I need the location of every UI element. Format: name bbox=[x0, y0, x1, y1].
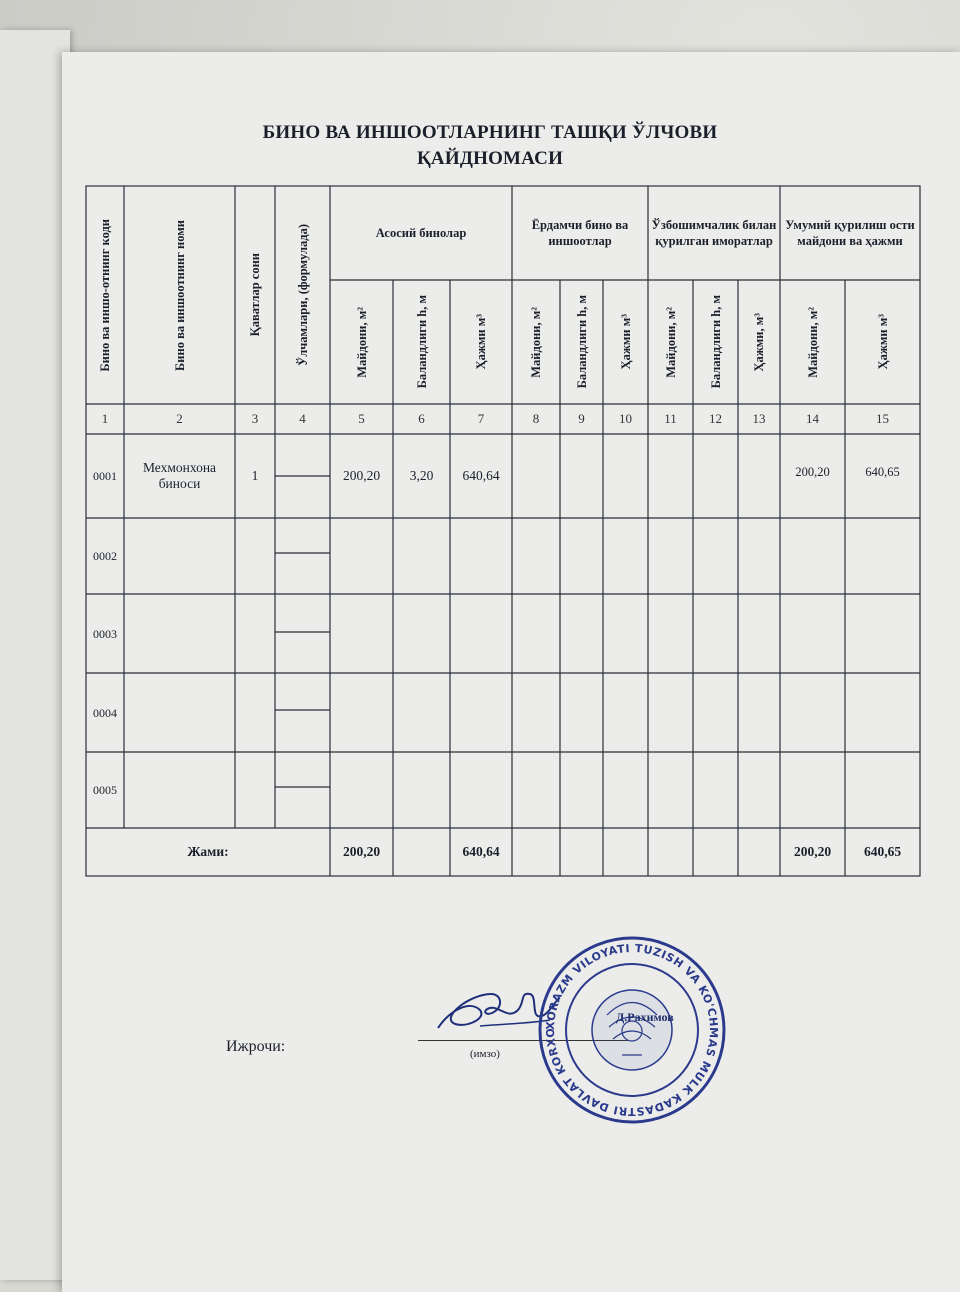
header-group-self-built: Ўзбошимчалик билан қурилган иморатлар bbox=[651, 218, 777, 248]
column-number: 10 bbox=[619, 411, 632, 426]
title-line-1: БИНО ВА ИНШООТЛАРНИНГ ТАШҚИ ЎЛЧОВИ bbox=[262, 122, 718, 143]
header-group-main: Асосий бинолар bbox=[375, 226, 467, 240]
header-name: Бино ва иншоотнинг номи bbox=[172, 219, 187, 371]
header-group-aux: Ёрдамчи бино ва иншоотлар bbox=[531, 218, 629, 248]
subheader-main-area: Майдони, м² bbox=[354, 306, 369, 378]
official-stamp bbox=[537, 935, 727, 1125]
totals-main-volume: 640,64 bbox=[462, 844, 500, 859]
column-number: 9 bbox=[578, 411, 585, 426]
subheader-self-height: Баландлиги h, м bbox=[708, 295, 723, 389]
subheader-self-volume: Ҳажми, м³ bbox=[752, 312, 766, 372]
totals-main-area: 200,20 bbox=[342, 844, 381, 859]
header-group-total: Умумий қурилиш ости майдони ва ҳажми bbox=[785, 218, 915, 248]
subheader-aux-area: Майдони, м² bbox=[529, 306, 543, 378]
column-number: 13 bbox=[752, 411, 766, 426]
subheader-main-volume: Ҳажми м³ bbox=[474, 314, 488, 370]
subheader-aux-height: Баландлиги h, м bbox=[574, 295, 589, 389]
column-number: 1 bbox=[101, 411, 109, 426]
title-line-2: ҚАЙДНОМАСИ bbox=[416, 148, 564, 169]
subheader-main-height: Баландлиги h, м bbox=[414, 295, 429, 389]
subheader-total-area: Майдони, м² bbox=[805, 306, 820, 378]
column-number: 8 bbox=[532, 411, 540, 426]
row-total-volume: 640,65 bbox=[865, 465, 900, 479]
executor-label: Ижрочи: bbox=[226, 1038, 286, 1055]
column-number: 2 bbox=[176, 411, 183, 426]
totals-total-area: 200,20 bbox=[793, 844, 832, 859]
row-code: 0001 bbox=[93, 469, 117, 483]
column-number: 7 bbox=[477, 411, 485, 426]
column-number: 5 bbox=[358, 411, 365, 426]
totals-label: Жами: bbox=[187, 844, 229, 859]
column-number: 6 bbox=[418, 411, 425, 426]
column-number: 3 bbox=[251, 411, 259, 426]
stamp-text: XORAZM VILOYATI TUZISH VA KO'CHMAS MULK KADASTRI DAVLAT KORXO bbox=[543, 941, 721, 1119]
row-code: 0004 bbox=[93, 705, 117, 720]
column-number: 14 bbox=[806, 411, 819, 426]
header-dimensions: Ўлчамлари, (формулада) bbox=[295, 224, 310, 366]
row-name: Мехмонхона биноси bbox=[142, 460, 217, 491]
header-code: Бино ва иншо-отнинг коди bbox=[98, 218, 112, 372]
header-floors: Қаватлар сони bbox=[248, 253, 262, 337]
column-number: 12 bbox=[709, 411, 722, 426]
column-number: 15 bbox=[876, 411, 889, 426]
column-number: 4 bbox=[299, 411, 306, 426]
row-code: 0002 bbox=[93, 549, 117, 563]
totals-total-volume: 640,65 bbox=[863, 844, 902, 859]
row-total-area: 200,20 bbox=[795, 465, 830, 479]
executor-name: Д.Рахимов bbox=[616, 1010, 674, 1024]
subheader-self-area: Майдони, м² bbox=[663, 306, 678, 378]
column-number: 11 bbox=[664, 411, 677, 426]
subheader-total-volume: Ҳажми м³ bbox=[875, 314, 890, 370]
row-main-area: 200,20 bbox=[342, 468, 381, 483]
row-code: 0005 bbox=[93, 783, 117, 797]
subheader-aux-volume: Ҳажми м³ bbox=[618, 314, 633, 370]
row-floors: 1 bbox=[251, 468, 259, 483]
signature-caption: (имзо) bbox=[470, 1048, 500, 1060]
row-main-volume: 640,64 bbox=[462, 468, 500, 483]
row-main-height: 3,20 bbox=[409, 468, 434, 483]
row-code: 0003 bbox=[93, 626, 117, 641]
